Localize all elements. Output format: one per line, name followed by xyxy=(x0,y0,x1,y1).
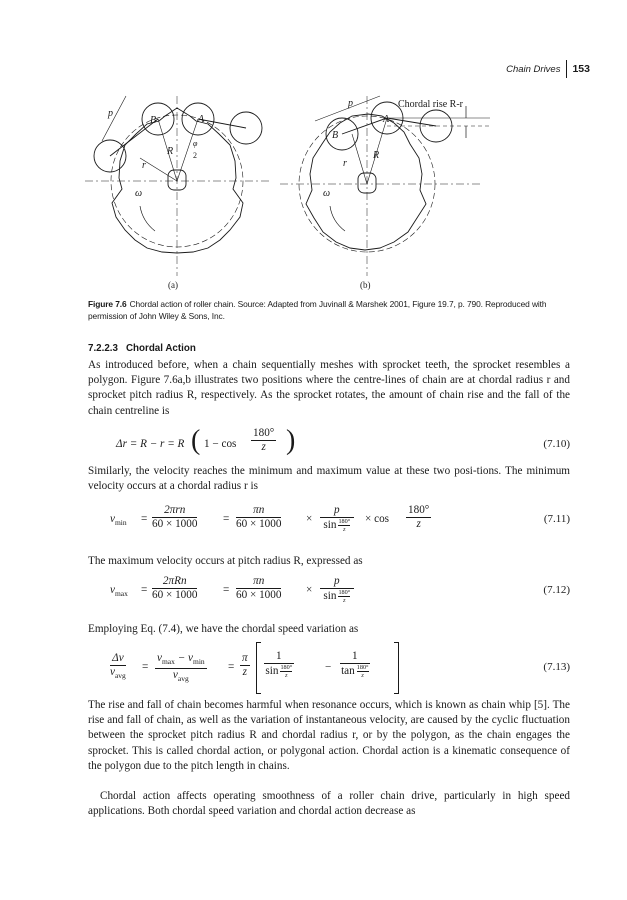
eq712-times: × xyxy=(306,584,313,596)
eq713-minus: − xyxy=(325,661,332,673)
equation-7-11 xyxy=(88,503,570,549)
eq713-b2-num: 1 xyxy=(340,650,370,664)
paragraph-1: As introduced before, when a chain sequentially meshes with sprocket teeth, the sprocket resembles a polygon. Figure 7.6a,b illustrates two positions where the centre-lines of chain are at chordal radius r and sprocket pitch radius R, respectively. As the sprocket rotates, the amount of chain rise and the fall of the chain centreline is xyxy=(88,359,570,417)
fig-a-label-A: A xyxy=(198,114,205,125)
fig-b-label-r: r xyxy=(343,158,347,169)
eq713-frac1 xyxy=(110,652,126,682)
eq713-frac1-num: Δv xyxy=(110,652,126,666)
eq711-frac1 xyxy=(152,504,197,531)
figure-caption-label: Figure 7.6 xyxy=(88,299,127,309)
fig-a-label-B: B xyxy=(150,115,157,126)
fig-a-label-R: R xyxy=(167,146,174,157)
eq710-lhs: Δr = R − r = R xyxy=(116,438,185,450)
equation-7-10 xyxy=(88,427,570,463)
fig-a-label-phi-den: 2 xyxy=(193,151,197,160)
paragraph-6: Chordal action affects operating smoothness of a roller chain drive, particularly in high speed applications. Both chordal speed variation and chordal action decrease as xyxy=(88,790,570,818)
eq710-num: 180° xyxy=(253,427,275,439)
eq710-fraction xyxy=(251,427,276,454)
eq710-den: z xyxy=(261,441,266,453)
eq712-eq2: = xyxy=(223,584,230,596)
eq712-frac3 xyxy=(320,575,354,604)
eq711-times-cos: × cos xyxy=(365,513,390,525)
eq711-frac3 xyxy=(320,504,354,533)
eq710-paren-close: ) xyxy=(286,425,296,456)
fig-b-label-chordal-rise: Chordal rise R-r xyxy=(398,99,463,110)
eq712-frac3-num: p xyxy=(320,575,354,589)
eq713-frac2 xyxy=(155,652,207,685)
eq711-frac1-den: 60 × 1000 xyxy=(152,518,198,530)
eq713-bracket-left xyxy=(256,642,261,694)
eq711-frac4-den: z xyxy=(416,518,421,530)
eq710-one-minus-cos: 1 − cos xyxy=(204,438,237,450)
fig-a-label-r: r xyxy=(142,160,146,171)
eq713-number: (7.13) xyxy=(543,661,570,673)
fig-a-label-phi: φ xyxy=(193,139,198,148)
eq711-frac4 xyxy=(406,504,431,531)
fig-a-label-omega: ω xyxy=(135,188,143,199)
eq711-eq2: = xyxy=(223,513,230,525)
figure-caption-text: Chordal action of roller chain. Source: Adapted from Juvinall & Marshek 2001, Figure 19.7, p. 790. Reproduced with permission of John Wiley & Sons, Inc. xyxy=(88,299,547,321)
eq712-frac1-num: 2πRn xyxy=(152,575,197,589)
eq712-lhs: $v_{max}$ xyxy=(110,584,128,599)
eq711-frac2 xyxy=(236,504,281,531)
eq711-frac1-num: 2πrn xyxy=(152,504,197,518)
fig-b-label-B: B xyxy=(332,130,339,141)
eq711-frac2-num: πn xyxy=(236,504,281,518)
eq711-times: × xyxy=(306,513,313,525)
page-number: 153 xyxy=(572,63,590,75)
eq713-frac2-num: $v_{max} - v_{min}$ xyxy=(155,652,207,669)
figure-caption xyxy=(88,298,568,322)
eq713-frac2-den: $v_{avg}$ xyxy=(172,669,189,684)
eq711-frac2-den: 60 × 1000 xyxy=(236,518,282,530)
section-number: 7.2.2.3 xyxy=(88,343,118,354)
section-title: Chordal Action xyxy=(125,343,196,354)
eq713-b2-den: tan $\frac{180^\circ}{z}$ xyxy=(341,664,369,679)
eq711-frac3-num: p xyxy=(320,504,354,518)
eq710-number: (7.10) xyxy=(543,438,570,450)
running-header xyxy=(506,60,590,78)
eq712-frac1-den: 60 × 1000 xyxy=(152,589,198,601)
fig-b-label-omega: ω xyxy=(323,188,331,199)
eq712-number: (7.12) xyxy=(543,584,570,596)
paragraph-5: The rise and fall of chain becomes harmful when resonance occurs, which is known as chain whip [5]. The rise and fall of chain, as well as the variation of instantaneous velocity, are caused by the cyclic fluctuation between the sprocket pitch radius R and chordal radius r, or by the polygon, as the chain engages the sprocket. This is called chordal action, or polygonal action. Chordal action is a kinematic consequence of the polygon due to the pitch length in chains. xyxy=(88,699,570,772)
eq713-b1-den: sin $\frac{180^\circ}{z}$ xyxy=(265,664,293,679)
eq711-eq1: = xyxy=(141,513,148,525)
header-divider xyxy=(566,60,567,78)
section-heading xyxy=(88,343,204,354)
eq711-lhs: $v_{min}$ xyxy=(110,513,127,528)
eq712-frac3-den: sin $\frac{180^\circ}{z}$ xyxy=(323,589,351,604)
fig-b-label-p: p xyxy=(348,98,353,109)
eq713-frac3-den: z xyxy=(242,666,247,678)
fig-b-label-A: A xyxy=(383,114,390,125)
eq713-frac3-num: π xyxy=(242,652,248,664)
eq711-frac4-num: 180° xyxy=(408,504,430,516)
eq711-number: (7.11) xyxy=(543,513,570,525)
sprocket-b-outline xyxy=(306,114,426,250)
paragraph-2: Similarly, the velocity reaches the minimum and maximum value at these two posi-tions. The minimum velocity occurs at a chordal radius r is xyxy=(88,465,570,493)
fig-b-label-R: R xyxy=(373,150,380,161)
fig-a-label-p: p xyxy=(108,108,113,119)
sprocket-a-outline xyxy=(112,108,243,253)
eq713-bracket-right xyxy=(394,642,399,694)
equation-7-13 xyxy=(88,642,570,694)
fig-a-sublabel: (a) xyxy=(168,280,178,290)
equation-7-12 xyxy=(88,574,570,620)
eq710-paren-open: ( xyxy=(191,425,201,456)
eq713-eq1: = xyxy=(142,661,149,673)
eq712-frac2-den: 60 × 1000 xyxy=(236,589,282,601)
paragraph-3: The maximum velocity occurs at pitch radius R, expressed as xyxy=(88,555,363,567)
fig-b-sublabel: (b) xyxy=(360,280,371,290)
running-title: Chain Drives xyxy=(506,63,561,75)
eq712-frac2-num: πn xyxy=(236,575,281,589)
eq713-frac-b1 xyxy=(264,650,294,679)
eq713-b1-num: 1 xyxy=(264,650,294,664)
eq712-frac2 xyxy=(236,575,281,602)
paragraph-4: Employing Eq. (7.4), we have the chordal speed variation as xyxy=(88,623,359,635)
eq711-frac3-den: sin $\frac{180^\circ}{z}$ xyxy=(323,518,351,533)
eq713-frac3 xyxy=(240,652,250,679)
eq713-eq2: = xyxy=(228,661,235,673)
eq712-frac1 xyxy=(152,575,197,602)
eq713-frac-b2 xyxy=(340,650,370,679)
eq712-eq1: = xyxy=(141,584,148,596)
eq713-frac1-den: $v_{avg}$ xyxy=(110,666,126,681)
figure-chordal-action xyxy=(80,86,520,291)
